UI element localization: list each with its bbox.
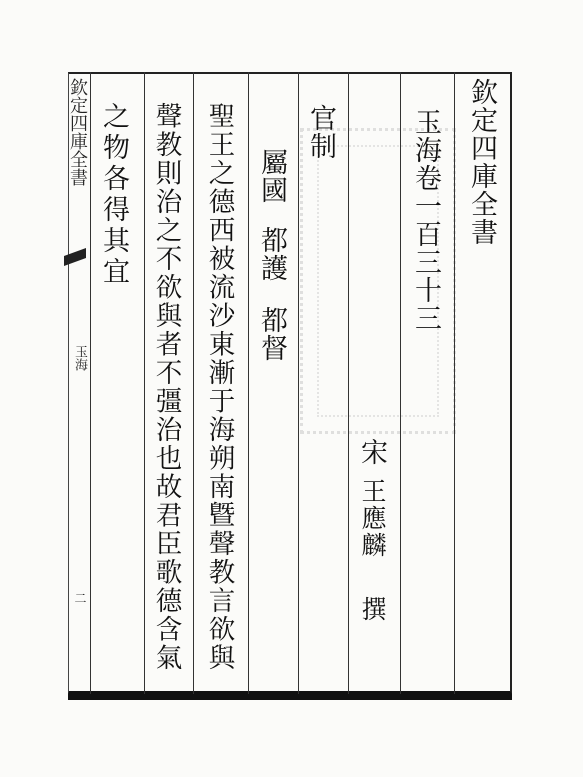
- subheading-shuguo: 屬國: [256, 148, 287, 204]
- column-rule: [454, 72, 455, 694]
- column-rule: [90, 72, 91, 694]
- margin-header: 欽定四庫全書: [67, 78, 88, 186]
- column-rule: [248, 72, 249, 694]
- volume-title: 玉海卷一百三十三: [410, 108, 441, 332]
- margin-page-number: 二: [73, 592, 87, 604]
- author-dynasty: 宋: [356, 438, 387, 466]
- column-rule: [193, 72, 194, 694]
- text-column-2: 聲教則治之不欲與者不彊治也故君臣歌德含氣: [150, 102, 182, 672]
- margin-book-name: 玉海: [72, 345, 87, 371]
- subheading-dudu: 都督: [256, 306, 287, 362]
- section-heading: 官制: [305, 104, 336, 160]
- column-rule: [144, 72, 145, 694]
- book-title: 欽定四庫全書: [466, 78, 497, 246]
- page-frame: [68, 72, 512, 694]
- author-role: 撰: [358, 596, 387, 623]
- column-rule: [298, 72, 299, 694]
- text-column-1: 聖王之德西被流沙東漸于海朔南曁聲教言欲與: [203, 102, 235, 672]
- column-rule: [348, 72, 349, 694]
- author-name: 王應麟: [358, 478, 387, 559]
- bottom-rule: [68, 694, 512, 700]
- column-rule: [400, 72, 401, 694]
- text-column-3: 之物各得其宜: [98, 102, 129, 288]
- subheading-duhu: 都護: [256, 226, 287, 282]
